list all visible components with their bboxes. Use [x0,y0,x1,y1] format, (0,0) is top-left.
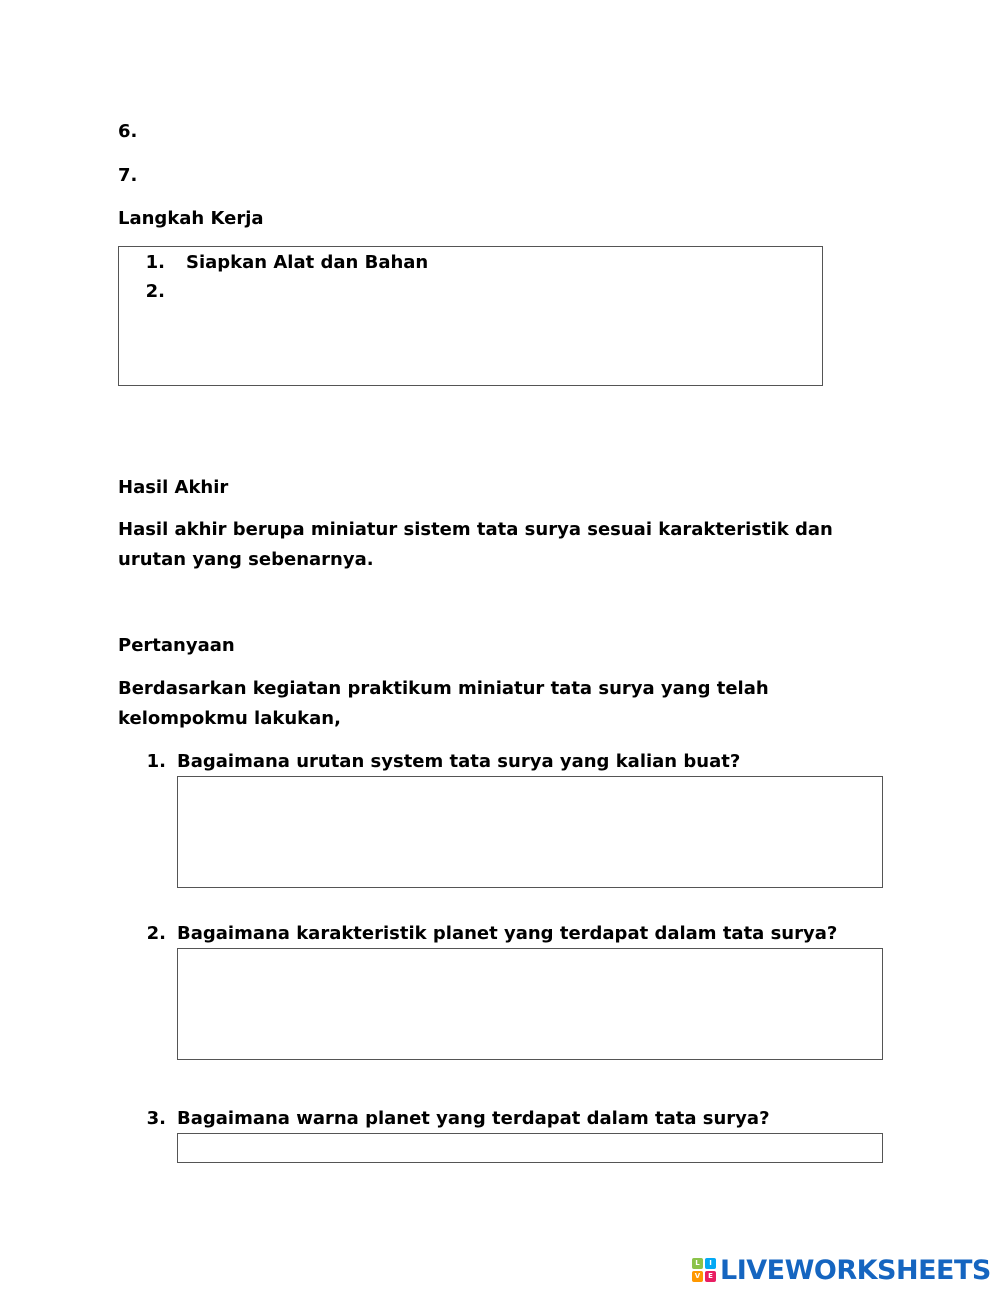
hasil-text-line2: urutan yang sebenarnya. [118,549,374,570]
liveworksheets-logo [692,1254,991,1286]
hasil-text-line1: Hasil akhir berupa miniatur sistem tata surya sesuai karakteristik dan [118,519,833,540]
question-1-text: Bagaimana urutan system tata surya yang kalian buat? [177,751,741,772]
question-1-number: 1. [146,751,166,772]
logo-text: LIVEWORKSHEETS [720,1254,991,1286]
step-2-number: 2. [145,281,165,302]
answer-2-input[interactable] [177,948,883,1060]
pertanyaan-intro-line2: kelompokmu lakukan, [118,708,341,729]
hasil-heading: Hasil Akhir [118,477,229,498]
logo-block-l: L [692,1258,703,1269]
answer-1-input[interactable] [177,776,883,888]
langkah-heading: Langkah Kerja [118,208,264,229]
logo-block-i: I [705,1258,716,1269]
langkah-steps-box[interactable] [118,246,823,386]
logo-block-v: V [692,1271,703,1282]
question-3-number: 3. [146,1108,166,1129]
step-1-text: Siapkan Alat dan Bahan [186,252,429,273]
pertanyaan-heading: Pertanyaan [118,635,235,656]
logo-blocks-icon [692,1258,716,1282]
step-1-number: 1. [145,252,165,273]
pertanyaan-intro-line1: Berdasarkan kegiatan praktikum miniatur tata surya yang telah [118,678,769,699]
list-item-6: 6. [118,121,138,142]
list-item-7: 7. [118,165,138,186]
question-3-text: Bagaimana warna planet yang terdapat dalam tata surya? [177,1108,770,1129]
question-2-number: 2. [146,923,166,944]
answer-3-input[interactable] [177,1133,883,1163]
question-2-text: Bagaimana karakteristik planet yang terdapat dalam tata surya? [177,923,838,944]
logo-block-e: E [705,1271,716,1282]
